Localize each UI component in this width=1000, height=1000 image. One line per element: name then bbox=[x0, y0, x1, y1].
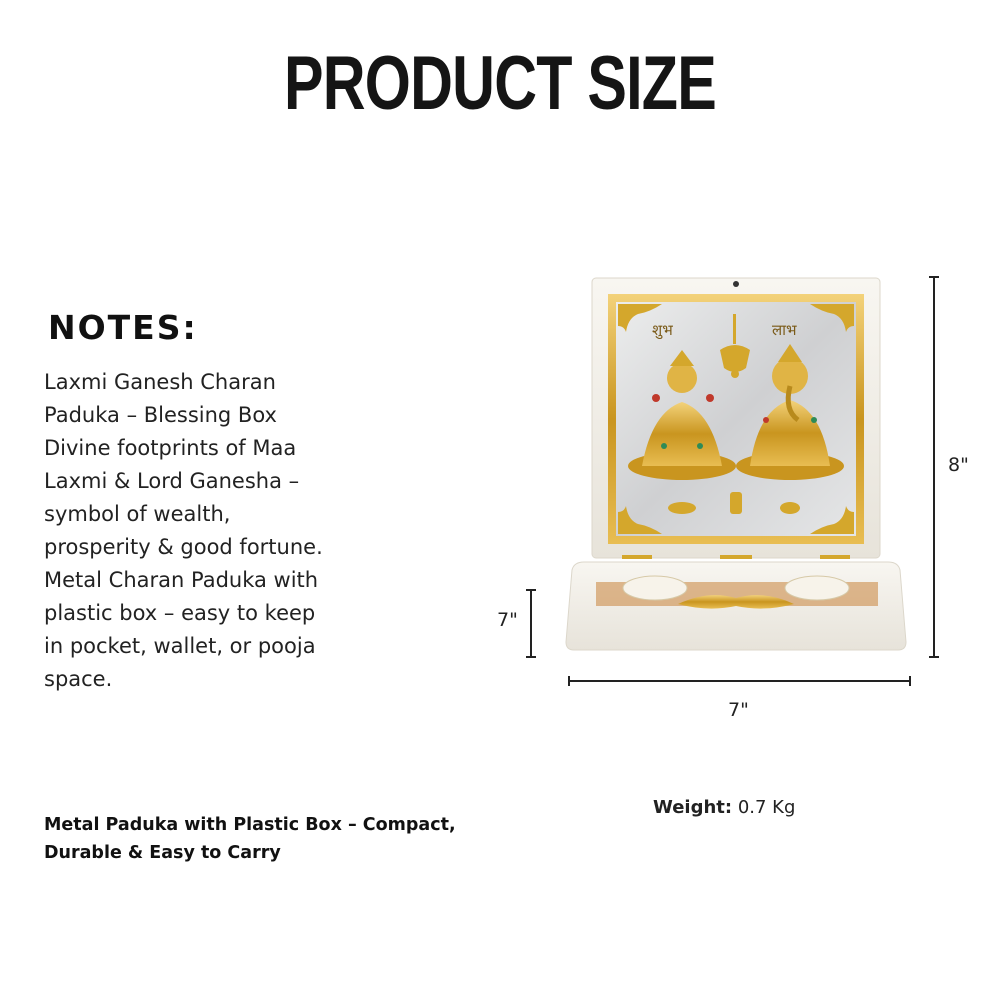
weight-label: Weight: bbox=[653, 797, 733, 818]
height-label: 8" bbox=[948, 454, 969, 476]
panel-text-left: शुभ bbox=[652, 321, 673, 339]
weight-value: 0.7 Kg bbox=[737, 797, 796, 818]
product-image bbox=[560, 270, 915, 662]
panel-text-right: लाभ bbox=[772, 321, 797, 339]
depth-label: 7" bbox=[497, 609, 518, 631]
right-cup bbox=[785, 576, 849, 600]
lid-clasp-icon bbox=[733, 281, 739, 287]
page-title: PRODUCT SIZE bbox=[284, 41, 716, 126]
notes-heading: NOTES: bbox=[48, 308, 198, 347]
product-caption: Metal Paduka with Plastic Box – Compact, Durable & Easy to Carry bbox=[44, 815, 456, 863]
left-cup bbox=[623, 576, 687, 600]
width-label: 7" bbox=[728, 699, 749, 721]
notes-body: Laxmi Ganesh Charan Paduka – Blessing Box Divine footprints of Maa Laxmi & Lord Ganesha – symbol of wealth, prosperity & good fortune. Metal Charan Paduka with plastic box – easy to keep in pocket, wallet, or pooja space. bbox=[44, 370, 323, 691]
